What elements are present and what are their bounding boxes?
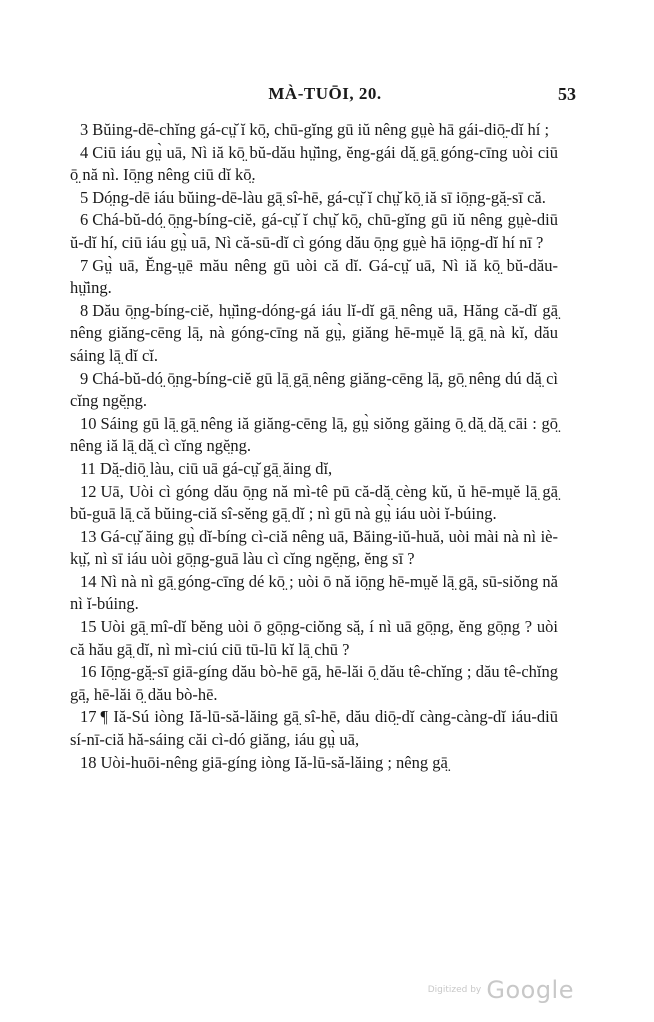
- verse-text: [70, 119, 558, 774]
- verse-body: Sáing gū lā̤ gā̤ nêng iă giăng-cēng lā̤, gṳ̀ siŏng găing ō̤ dă̤ dă̤ cāi : gō̤ nêng iă lā̤ dă̤ cì cĭng ngĕ̤ng.: [70, 413, 558, 456]
- verse-body: Bŭing-dē-chĭng gá-cṳ̆ ĭ kō̤, chū-gĭng gū iŭ nêng gṳè hā gái-diō̤-dĭ hí ;: [92, 120, 550, 139]
- verse-body: Chá-bŭ-dó̤ ō̤ng-bíng-ciĕ gū lā̤ gā̤ nêng giăng-cēng lā̤, gō̤ nêng dú dă̤ cì cĭng ngĕ̤ng.: [70, 368, 558, 411]
- verse-number: 14: [80, 571, 97, 591]
- digitized-label: Digitized by: [427, 985, 482, 995]
- verse-number: 7: [80, 255, 89, 275]
- verse: [70, 187, 558, 210]
- verse-body: Dó̤ng-dē iáu bŭing-dē-làu gā̤ sî-hē, gá-cṳ̆ ĭ chṳ̆ kō̤ iă sī iō̤ng-gă̤-sī că.: [92, 187, 546, 207]
- verse: [70, 706, 558, 751]
- verse-body: Iō̤ng-gă̤-sī giā-gíng dău bò-hē gā̤, hē-lăi ō̤ dău tê-chĭng ; dău tê-chĭng gā̤, hē-lăi ō̤ dău bò-hē.: [70, 662, 558, 704]
- verse: [70, 300, 558, 368]
- verse-body: Uòi-huōi-nêng giā-gíng iòng Iă-lū-să-lăing ; nêng gā̤: [100, 752, 448, 772]
- verse-body: Uòi gā̤ mî-dĭ bĕng uòi ō gō̤ng-ciŏng să̤, í nì uā gō̤ng, ĕng gō̤ng ? uòi că hău gā̤ dĭ, nì mì-ciú ciū tū-lū kĭ lā̤ chū ?: [70, 617, 558, 659]
- verse-number: 18: [80, 752, 97, 772]
- verse-number: 3: [80, 120, 89, 139]
- verse: [70, 413, 558, 458]
- verse-number: 15: [80, 617, 97, 637]
- verse: [70, 209, 558, 254]
- verse-number: 17: [80, 707, 97, 727]
- verse-body: Nì nà nì gā̤ góng-cīng dé kō̤ ; uòi ō nă iō̤ng hē-mṳĕ lā̤ gā̤, sū-siŏng nă nì ĭ-búing.: [70, 571, 558, 614]
- verse: [70, 571, 558, 616]
- verse-body: Chá-bŭ-dó̤ ō̤ng-bíng-ciĕ, gá-cṳ̆ ĭ chṳ̆ kō̤, chū-gĭng gū iŭ nêng gṳè-diū ŭ-dĭ hí, ciū iáu gṳ̀ uā, Nì că-sū-dĭ cì góng dău ō̤ng gṳè hā iō̤ng-dĭ hí nī ?: [70, 210, 558, 252]
- verse-number: 9: [80, 368, 89, 388]
- verse: [70, 616, 558, 661]
- verse-number: 11: [80, 458, 96, 478]
- verse-number: 16: [80, 662, 97, 682]
- verse-number: 6: [80, 210, 89, 230]
- verse: [70, 481, 558, 526]
- verse: [70, 752, 558, 775]
- verse-body: Ciū iáu gṳ̀ uā, Nì iă kō̤ bŭ-dău hṳ̆ing, ĕng-gái dă̤ gā̤ góng-cīng uòi ciū ō̤ nă nì. Iō̤ng nêng ciū dĭ kō̤.: [70, 142, 558, 185]
- running-title: MÀ-TUŌI, 20.: [268, 84, 382, 103]
- verse: [70, 119, 558, 142]
- verse: [70, 526, 558, 571]
- google-logo: Google: [486, 976, 574, 1004]
- digitized-watermark: [428, 976, 574, 1004]
- verse-number: 10: [80, 413, 97, 433]
- verse: [70, 458, 558, 481]
- page-header: [70, 84, 580, 108]
- verse: [70, 368, 558, 413]
- verse-body: Dău ō̤ng-bíng-ciĕ, hṳ̆ing-dóng-gá iáu lĭ-dĭ gā̤ nêng uā, Hăng că-dĭ gā̤ nêng giăng-cēng lā̤, nà góng-cīng nă gṳ̀, giăng hē-mṳĕ lā̤ gā̤ nà kĭ, dău sáing lā̤ dĭ cĭ.: [70, 300, 558, 365]
- verse-body: Gṳ̀ uā, Ĕng-ṳē mău nêng gū uòi că dĭ. Gá-cṳ̆ uā, Nì iă kō̤ bŭ-dău-hṳ̆ing.: [70, 255, 558, 298]
- verse-body: Uā, Uòi cì góng dău ō̤ng nă mì-tê pū că-dă̤ cèng kŭ, ŭ hē-mṳĕ lā̤ gā̤ bŭ-guā lā̤ că bŭing-ciă sî-sĕng gā̤ dĭ ; nì gū nà gṳ̀ iáu uòi ĭ-búing.: [70, 481, 558, 524]
- verse-number: 4: [80, 142, 89, 162]
- verse-number: 5: [80, 187, 89, 207]
- verse-body: Gá-cṳ̆ ăing gṳ̀ dĭ-bíng cì-ciă nêng uā, Băing-iŭ-huă, uòi mài nà nì iè-kṳ̆, nì sī iáu uòi gō̤ng-guā làu cì cĭng ngĕ̤ng, ĕng sī ?: [70, 526, 558, 569]
- verse-body: Dă̤-diō̤ làu, ciū uā gá-cṳ̆ gā̤ ăing dĭ,: [99, 458, 333, 478]
- page-number: 53: [558, 84, 576, 104]
- verse-number: 8: [80, 300, 89, 320]
- verse-number: 13: [80, 526, 97, 546]
- verse: [70, 142, 558, 187]
- verse-body: ¶ Iă-Sú iòng Iă-lū-să-lăing gā̤ sî-hē, dău diō̤-dĭ càng-càng-dĭ iáu-diū sí-nī-ciă hă-sáing căi cì-dó giăng, iáu gṳ̀ uā,: [70, 707, 558, 750]
- verse-number: 12: [80, 481, 97, 501]
- verse: [70, 661, 558, 706]
- verse: [70, 255, 558, 300]
